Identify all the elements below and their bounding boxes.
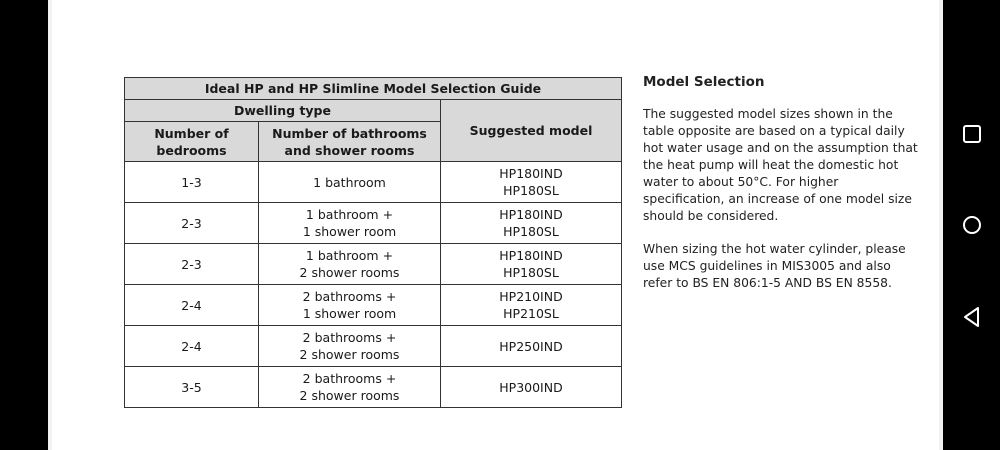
model-selection-table: [124, 77, 622, 408]
bathrooms-line: 2 shower rooms: [299, 265, 400, 280]
model-line: HP180IND: [499, 248, 563, 263]
back-button[interactable]: [958, 303, 986, 331]
bathrooms-line: 1 shower room: [302, 306, 397, 321]
model-line: HP180SL: [503, 183, 559, 198]
back-icon: [962, 306, 982, 328]
bedrooms-cell: 2-4: [125, 285, 259, 326]
bathrooms-line: 1 bathroom +: [305, 248, 394, 263]
table-row: [125, 326, 622, 367]
model-line: HP250IND: [499, 338, 563, 354]
model-cell: [441, 285, 622, 326]
paragraph: The suggested model sizes shown in the table opposite are based on a typical daily hot water usage and on the assumption that the heat pump will heat the domestic hot water to about 50°C. For higher specification, an increase of one model size should be considered.: [643, 107, 918, 223]
model-line: HP180SL: [503, 224, 559, 239]
bedrooms-cell: 2-4: [125, 326, 259, 367]
model-line: HP210SL: [503, 306, 559, 321]
table-row: [125, 285, 622, 326]
bedrooms-header-line: bedrooms: [156, 142, 227, 158]
bathrooms-header: [259, 122, 441, 162]
bathrooms-cell: [259, 326, 441, 367]
bathrooms-line: 1 shower room: [302, 224, 397, 239]
bathrooms-cell: [259, 203, 441, 244]
model-line: HP180SL: [503, 265, 559, 280]
model-cell: [441, 244, 622, 285]
model-line: HP180IND: [499, 207, 563, 222]
model-selection-text: [643, 74, 923, 308]
bathrooms-line: 2 shower rooms: [299, 388, 400, 403]
android-nav-bar: [944, 0, 1000, 450]
bedrooms-cell: 1-3: [125, 162, 259, 203]
section-heading: Model Selection: [643, 74, 765, 90]
model-cell: [441, 367, 622, 408]
bathrooms-line: 2 bathrooms +: [302, 289, 397, 304]
table-row: [125, 162, 622, 203]
model-cell: [441, 203, 622, 244]
table-row: [125, 367, 622, 408]
recent-apps-button[interactable]: [958, 120, 986, 148]
table-row: [125, 203, 622, 244]
bedrooms-cell: 2-3: [125, 203, 259, 244]
bathrooms-cell: [259, 162, 441, 203]
bathrooms-line: 1 bathroom: [313, 174, 386, 190]
bathrooms-header-line: Number of bathrooms: [272, 125, 427, 141]
bathrooms-cell: [259, 285, 441, 326]
dwelling-type-header: Dwelling type: [125, 100, 441, 122]
home-button[interactable]: [958, 211, 986, 239]
bedrooms-cell: 2-3: [125, 244, 259, 285]
bedrooms-header: [125, 122, 259, 162]
paragraph: When sizing the hot water cylinder, please use MCS guidelines in MIS3005 and also refer to BS EN 806:1-5 AND BS EN 8558.: [643, 242, 906, 290]
table-title: Ideal HP and HP Slimline Model Selection Guide: [125, 78, 622, 100]
bathrooms-line: 2 bathrooms +: [302, 330, 397, 345]
bathrooms-header-line: and shower rooms: [284, 142, 415, 158]
model-line: HP210IND: [499, 289, 563, 304]
model-cell: [441, 326, 622, 367]
model-line: HP300IND: [499, 379, 563, 395]
bathrooms-line: 1 bathroom +: [305, 207, 394, 222]
bathrooms-line: 2 shower rooms: [299, 347, 400, 362]
model-cell: [441, 162, 622, 203]
bathrooms-cell: [259, 367, 441, 408]
bathrooms-cell: [259, 244, 441, 285]
recent-apps-icon: [962, 124, 982, 144]
bedrooms-cell: 3-5: [125, 367, 259, 408]
home-icon: [961, 214, 983, 236]
suggested-model-header: Suggested model: [441, 100, 622, 162]
bedrooms-header-line: Number of: [154, 125, 229, 141]
model-line: HP180IND: [499, 166, 563, 181]
table-row: [125, 244, 622, 285]
bathrooms-line: 2 bathrooms +: [302, 371, 397, 386]
